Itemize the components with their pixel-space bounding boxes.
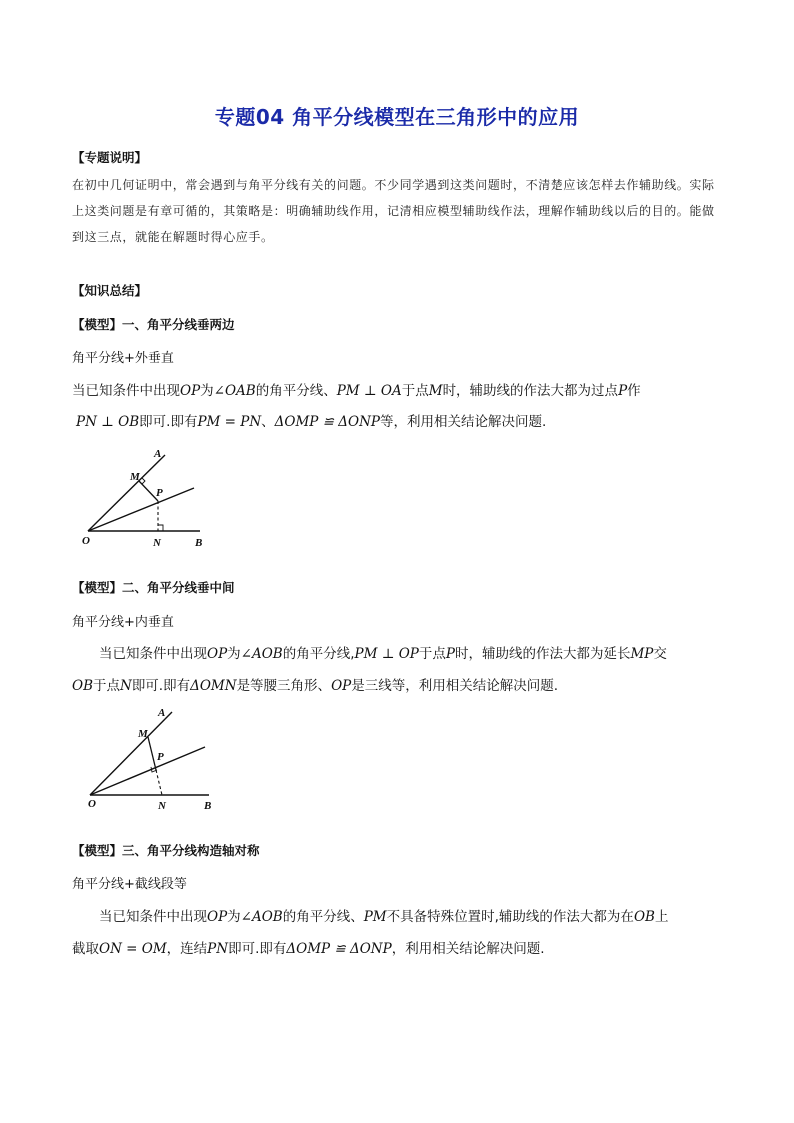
text-run: 交 [653, 646, 667, 662]
text-run: 当已知条件中出现 [99, 646, 207, 662]
math-run: ΔOMP ≌ ΔONP [286, 941, 392, 957]
model-2-line-2 [72, 674, 558, 694]
text-run: 截取 [72, 941, 99, 957]
page-title: 专题04 角平分线模型在三角形中的应用 [214, 105, 580, 129]
math-run: PM [363, 909, 387, 925]
math-run: PN [207, 941, 229, 957]
math-run: ON = OM [99, 941, 167, 957]
bisector-op [90, 747, 205, 795]
text-run: 不具备特殊位置时,辅助线的作法大都为在 [386, 909, 634, 925]
model-2-heading: 【模型】二、角平分线垂中间 [72, 580, 235, 595]
model-3-heading: 【模型】三、角平分线构造轴对称 [72, 843, 260, 858]
text-run: ，连结 [166, 941, 208, 957]
right-angle-mark-m [142, 478, 145, 484]
math-run: OP [331, 678, 352, 694]
text-run: 于点 [93, 678, 120, 694]
text-run: ，利用相关结论解决问题. [391, 941, 545, 957]
label-n: N [158, 800, 166, 812]
text-run: 的角平分线, [282, 646, 355, 662]
summary-heading: 【知识总结】 [72, 283, 148, 298]
math-run: ∠OAB [213, 383, 256, 399]
text-run: 当已知条件中出现 [99, 909, 207, 925]
text-run: 即可.即有 [228, 941, 287, 957]
model-1-figure [70, 440, 220, 550]
math-run: P [618, 383, 628, 399]
model-1-line-2 [76, 410, 546, 430]
text-run: 时，辅助线的作法大都为过点 [442, 383, 619, 399]
bisector-op [88, 488, 194, 531]
model-2-subtitle: 角平分线+内垂直 [72, 615, 174, 630]
text-run: 当已知条件中出现 [72, 383, 180, 399]
math-run: OB [72, 678, 93, 694]
label-m: M [130, 471, 140, 483]
math-run: OB [633, 909, 655, 925]
model-1-heading: 【模型】一、角平分线垂两边 [72, 317, 235, 332]
model-3-line-1 [99, 905, 668, 925]
model-1-line-1 [72, 379, 641, 399]
text-run: 作 [627, 383, 641, 399]
math-run: OP [207, 646, 228, 662]
label-b: B [204, 800, 212, 812]
label-p: P [157, 751, 164, 763]
text-run: 的角平分线、 [282, 909, 364, 925]
math-run: PM ⊥ OA [336, 383, 402, 399]
math-run: MP [630, 646, 654, 662]
label-a: A [158, 707, 166, 719]
text-run: 于点 [418, 646, 446, 662]
text-run: 、 [261, 414, 275, 430]
text-run: 为 [227, 909, 241, 925]
label-p: P [156, 487, 163, 499]
math-run: PM ⊥ OP [354, 646, 419, 662]
intro-heading: 【专题说明】 [72, 150, 148, 165]
math-run: ΔOMN [190, 678, 237, 694]
text-run: 的角平分线、 [255, 383, 337, 399]
math-run: ΔOMP ≌ ΔONP [274, 414, 381, 430]
text-run: 上 [654, 909, 669, 925]
label-a: A [154, 448, 162, 460]
math-run: OP [207, 909, 228, 925]
model-3-subtitle: 角平分线+截线段等 [72, 877, 187, 892]
math-run: P [445, 646, 455, 662]
math-run: PM = PN [197, 414, 262, 430]
segment-mp [148, 737, 156, 770]
text-run: 时，辅助线的作法大都为延长 [454, 646, 631, 662]
label-o: O [82, 535, 90, 547]
math-run: ∠AOB [240, 646, 283, 662]
model-2-figure [72, 700, 222, 815]
segment-pn-dashed [156, 770, 162, 795]
text-run: 是三线等，利用相关结论解决问题. [351, 678, 559, 694]
math-run: M [428, 383, 443, 399]
label-n: N [153, 537, 161, 549]
text-run: 是等腰三角形、 [236, 678, 332, 694]
text-run: 即可.即有 [131, 678, 191, 694]
math-run: OP [180, 383, 201, 399]
math-run: PN ⊥ OB [76, 414, 140, 430]
label-b: B [195, 537, 203, 549]
label-m: M [138, 728, 148, 740]
text-run: 为 [200, 383, 214, 399]
model-2-line-1 [99, 642, 667, 662]
text-run: 为 [227, 646, 241, 662]
right-angle-mark-n [158, 525, 163, 531]
text-run: 等，利用相关结论解决问题. [380, 414, 547, 430]
intro-text: 在初中几何证明中，常会遇到与角平分线有关的问题。不少同学遇到这类问题时，不清楚应该怎样去作辅助线。实际上这类问题是有章可循的，其策略是：明确辅助线作用，记清相应模型辅助线作法，理解作辅助线以后的目的。能做到这三点，就能在解题时得心应手。 [72, 178, 715, 244]
math-run: N [120, 678, 132, 694]
label-o: O [88, 798, 96, 810]
model-3-line-2 [72, 937, 545, 957]
text-run: 于点 [401, 383, 429, 399]
ray-oa [88, 455, 165, 531]
math-run: ∠AOB [240, 909, 283, 925]
text-run: 即可.即有 [139, 414, 198, 430]
model-1-subtitle: 角平分线+外垂直 [72, 351, 174, 366]
